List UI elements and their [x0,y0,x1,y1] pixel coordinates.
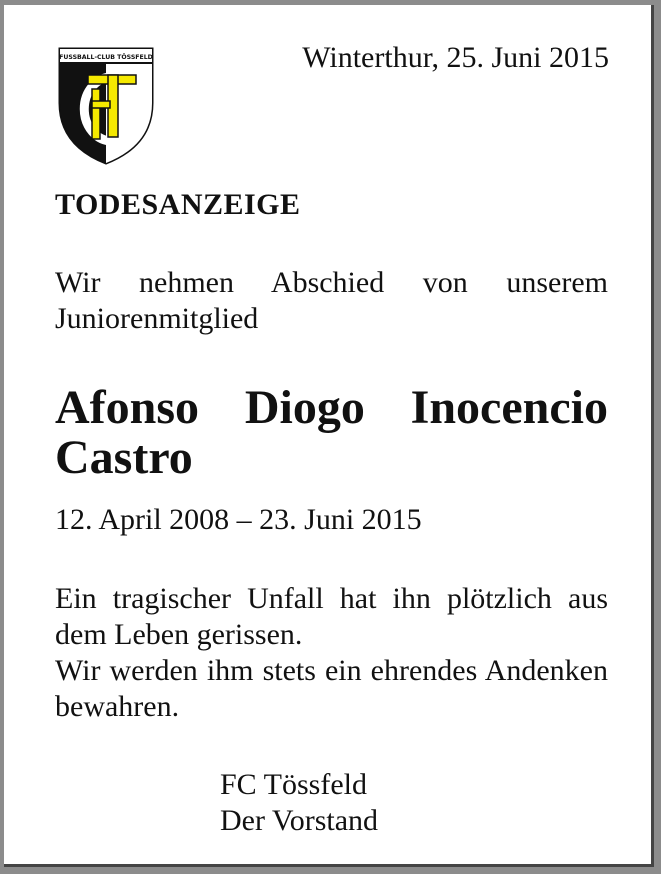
message-line-1: Ein tragischer Unfall hat ihn plötzlich aus dem Leben gerissen. [55,582,608,651]
crest-ring-text: FUSSBALL-CLUB TÖSSFELD [59,54,153,61]
signature-block [220,767,378,839]
intro-text: Wir nehmen Abschied von unserem Juniorenmitglied [55,266,608,335]
life-dates: 12. April 2008 – 23. Juni 2015 [55,503,422,536]
condolence-message [55,581,608,725]
death-notice-sheet [4,5,654,867]
message-line-2: Wir werden ihm stets ein ehrendes Andenken bewahren. [55,654,608,723]
club-crest-logo [56,45,156,167]
signature-club: FC Tössfeld [220,768,367,801]
deceased-name: Afonso Diogo Inocencio Castro [55,381,608,484]
notice-heading: TODESANZEIGE [55,188,301,221]
signature-board: Der Vorstand [220,804,379,837]
place-and-date: Winterthur, 25. Juni 2015 [302,41,609,74]
